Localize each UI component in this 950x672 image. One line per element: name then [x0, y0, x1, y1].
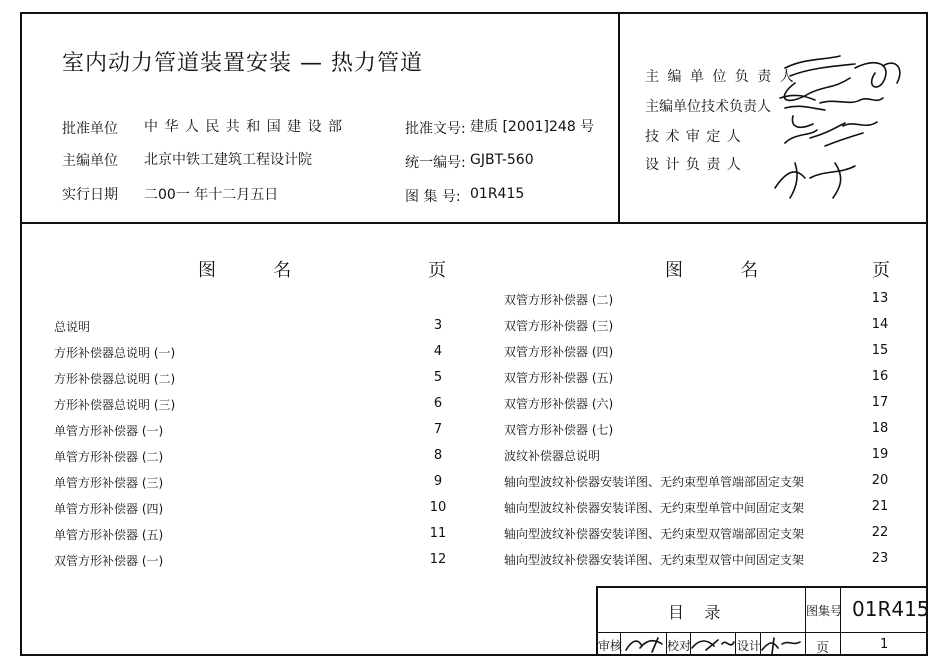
- contents-entry-page: 4: [433, 344, 443, 359]
- contents-entry-name: 双管方形补偿器 (一): [54, 554, 164, 568]
- contents-entry-name: 双管方形补偿器 (三): [504, 319, 614, 333]
- editor-unit-label: 主编单位: [62, 153, 118, 169]
- header-divider: [20, 222, 928, 224]
- contents-entry-page: 3: [433, 318, 443, 333]
- signature-role-tech-reviewer: 技 术 审 定 人: [645, 129, 742, 145]
- signature-role-chief-unit: 主 编 单 位 负 责 人: [645, 69, 796, 85]
- effective-date-value: 二00一 年十二月五日: [144, 187, 279, 203]
- contents-entry-page: 7: [433, 422, 443, 437]
- contents-right-name-header: 图 名: [665, 260, 759, 281]
- page-label: 页: [816, 641, 830, 656]
- contents-entry-name: 单管方形补偿器 (四): [54, 502, 164, 516]
- contents-entry-name: 波纹补偿器总说明: [504, 449, 601, 463]
- contents-entry-page: 16: [871, 369, 889, 384]
- unified-no-label: 统一编号:: [405, 155, 466, 171]
- contents-entry-page: 8: [433, 448, 443, 463]
- contents-entry-page: 15: [871, 343, 889, 358]
- contents-entry-page: 20: [871, 473, 889, 488]
- approval-unit-value: 中 华 人 民 共 和 国 建 设 部: [144, 119, 344, 135]
- contents-entry-page: 18: [871, 421, 889, 436]
- check-label: 校对: [667, 639, 692, 653]
- contents-entry-name: 单管方形补偿器 (三): [54, 476, 164, 490]
- contents-entry-name: 双管方形补偿器 (二): [504, 293, 614, 307]
- title-block-signatures: [622, 634, 807, 656]
- contents-entry-page: 19: [871, 447, 889, 462]
- contents-entry-name: 双管方形补偿器 (四): [504, 345, 614, 359]
- contents-entry-name: 总说明: [54, 320, 91, 334]
- contents-entry-name: 双管方形补偿器 (六): [504, 397, 614, 411]
- contents-entry-name: 方形补偿器总说明 (二): [54, 372, 176, 386]
- atlas-number-value: 01R415: [852, 597, 930, 621]
- contents-entry-page: 6: [433, 396, 443, 411]
- contents-entry-name: 轴向型波纹补偿器安装详图、无约束型双管中间固定支架: [504, 553, 805, 567]
- contents-entry-page: 5: [433, 370, 443, 385]
- sheet-title: 目 录: [668, 603, 721, 622]
- contents-entry-name: 轴向型波纹补偿器安装详图、无约束型双管端部固定支架: [504, 527, 805, 541]
- contents-entry-name: 单管方形补偿器 (一): [54, 424, 164, 438]
- atlas-no-value: 01R415: [470, 186, 525, 202]
- contents-entry-name: 方形补偿器总说明 (三): [54, 398, 176, 412]
- atlas-number-label: 图集号: [806, 604, 843, 618]
- review-label: 审核: [598, 639, 623, 653]
- approval-unit-label: 批准单位: [62, 121, 118, 137]
- approval-doc-label: 批准文号:: [405, 121, 466, 137]
- contents-entry-page: 10: [429, 500, 447, 515]
- contents-entry-page: 11: [429, 526, 447, 541]
- handwritten-signatures: [765, 38, 915, 208]
- design-label: 设计: [737, 639, 762, 653]
- contents-entry-page: 13: [871, 291, 889, 306]
- signature-role-design-chief: 设 计 负 责 人: [645, 157, 742, 173]
- contents-entry-page: 21: [871, 499, 889, 514]
- page-title: 室内动力管道装置安装 — 热力管道: [62, 51, 423, 76]
- signature-divider: [618, 12, 620, 223]
- contents-entry-page: 17: [871, 395, 889, 410]
- contents-left-name-header: 图 名: [198, 260, 292, 281]
- contents-entry-name: 轴向型波纹补偿器安装详图、无约束型单管端部固定支架: [504, 475, 805, 489]
- unified-no-value: GJBT-560: [470, 152, 534, 168]
- editor-unit-value: 北京中铁工建筑工程设计院: [144, 152, 312, 168]
- contents-entry-name: 单管方形补偿器 (五): [54, 528, 164, 542]
- contents-entry-name: 方形补偿器总说明 (一): [54, 346, 176, 360]
- signature-role-tech-chief: 主编单位技术负责人: [645, 99, 771, 115]
- contents-entry-name: 双管方形补偿器 (七): [504, 423, 614, 437]
- contents-right-page-header: 页: [872, 260, 890, 281]
- contents-entry-page: 9: [433, 474, 443, 489]
- contents-entry-name: 轴向型波纹补偿器安装详图、无约束型单管中间固定支架: [504, 501, 805, 515]
- contents-entry-name: 单管方形补偿器 (二): [54, 450, 164, 464]
- contents-entry-page: 22: [871, 525, 889, 540]
- effective-date-label: 实行日期: [62, 187, 118, 203]
- contents-entry-page: 12: [429, 552, 447, 567]
- atlas-no-label: 图 集 号:: [405, 189, 461, 205]
- page-number: 1: [880, 637, 889, 652]
- contents-entry-page: 14: [871, 317, 889, 332]
- contents-entry-name: 双管方形补偿器 (五): [504, 371, 614, 385]
- contents-left-page-header: 页: [428, 260, 446, 281]
- contents-entry-page: 23: [871, 551, 889, 566]
- approval-doc-value: 建质 [2001]248 号: [470, 119, 595, 135]
